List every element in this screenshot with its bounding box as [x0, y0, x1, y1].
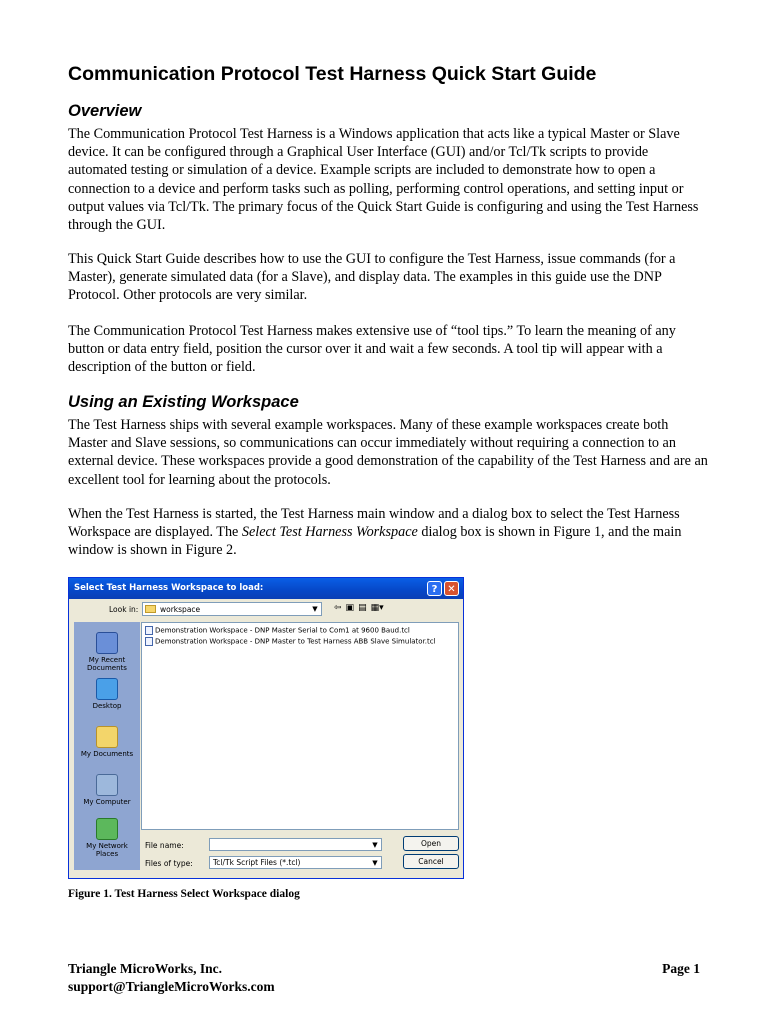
dialog-titlebar[interactable]: [69, 578, 463, 599]
footer-email: support@TriangleMicroWorks.com: [68, 979, 275, 994]
section-heading-existing-workspace: Using an Existing Workspace: [68, 393, 299, 411]
files-of-type-label: Files of type:: [145, 859, 193, 868]
dialog-name-emphasis: Select Test Harness Workspace: [241, 524, 418, 541]
view-menu-icon[interactable]: ▦▾: [370, 603, 384, 613]
place-label: My Documents: [80, 750, 134, 758]
place-my-network-places[interactable]: [74, 818, 140, 858]
file-list-item[interactable]: [145, 637, 436, 646]
help-button[interactable]: ?: [427, 581, 442, 596]
tcl-file-icon: [145, 637, 153, 646]
chevron-down-icon[interactable]: ▼: [372, 859, 378, 867]
close-button[interactable]: ✕: [444, 581, 459, 596]
look-in-dropdown[interactable]: [142, 602, 322, 616]
workspace-paragraph-2: [68, 505, 708, 560]
chevron-down-icon[interactable]: ▼: [372, 841, 378, 849]
file-name-label: File name:: [145, 841, 184, 850]
folder-icon: [145, 605, 156, 613]
up-folder-icon[interactable]: ▣: [345, 603, 355, 613]
file-list[interactable]: [141, 622, 459, 830]
workspace-paragraph-1: The Test Harness ships with several example workspaces. Many of these example workspaces create both Master and Slave sessions, so communications can occur immediately without requiring a connection to an external device. These workspaces provide a good demonstration of the capability of the Test Harness and are an excellent tool for learning about the protocols.: [68, 417, 708, 488]
recent-documents-icon: [96, 632, 118, 654]
place-my-recent-documents[interactable]: [74, 632, 140, 672]
overview-paragraph-3: The Communication Protocol Test Harness makes extensive use of “tool tips.” To learn the meaning of any button or data entry field, position the cursor over it and wait a few seconds. A tool tip will appear with a description of the button or field.: [68, 323, 676, 376]
place-label: My Network Places: [86, 842, 128, 858]
my-computer-icon: [96, 774, 118, 796]
look-in-label: Look in:: [109, 605, 139, 614]
new-folder-icon[interactable]: ▤: [358, 603, 367, 613]
overview-paragraph-1: The Communication Protocol Test Harness is a Windows application that acts like a typical Master or Slave device. It can be configured through a Graphical User Interface (GUI) and/or Tcl/Tk scripts to provide automated testing or simulation of a device. Example scripts are included to demonstrate how to open a connection to a device and perform tasks such as polling, performing control operations, and setting input or output values via Tcl/Tk. The primary focus of the Quick Start Guide is configuring and using the Test Harness through the GUI.: [68, 126, 699, 234]
look-in-value: workspace: [160, 605, 201, 614]
file-name: Demonstration Workspace - DNP Master to Test Harness ABB Slave Simulator.tcl: [155, 637, 436, 646]
file-list-item[interactable]: [145, 626, 410, 635]
open-button[interactable]: Open: [403, 836, 459, 851]
page-title: Communication Protocol Test Harness Quick Start Guide: [68, 63, 597, 85]
place-my-documents[interactable]: [74, 726, 140, 758]
network-places-icon: [96, 818, 118, 840]
select-workspace-dialog: [68, 577, 464, 879]
chevron-down-icon[interactable]: ▼: [312, 605, 318, 613]
dialog-title: Select Test Harness Workspace to load:: [74, 583, 264, 593]
place-label: Desktop: [92, 702, 122, 710]
paragraph-text: dialog box is shown in Figure 1, and the main window is shown in Figure 2.: [68, 524, 682, 559]
section-heading-overview: Overview: [68, 102, 142, 120]
place-desktop[interactable]: [74, 678, 140, 710]
back-arrow-icon[interactable]: ⇦: [334, 603, 342, 613]
files-of-type-select[interactable]: [209, 856, 382, 869]
tcl-file-icon: [145, 626, 153, 635]
my-documents-icon: [96, 726, 118, 748]
footer-page-number: Page 1: [662, 961, 700, 976]
place-label: My Computer: [83, 798, 131, 806]
places-bar: [74, 622, 140, 870]
desktop-icon: [96, 678, 118, 700]
overview-paragraph-2: This Quick Start Guide describes how to use the GUI to configure the Test Harness, issue commands (for a Master), generate simulated data (for a Slave), and display data. The examples in this guide use the DNP Protocol. Other protocols are very similar.: [68, 251, 676, 304]
footer-company: Triangle MicroWorks, Inc.: [68, 961, 222, 976]
cancel-button[interactable]: Cancel: [403, 854, 459, 869]
files-of-type-value: Tcl/Tk Script Files (*.tcl): [213, 858, 301, 867]
figure-caption: Figure 1. Test Harness Select Workspace dialog: [68, 888, 300, 900]
place-label: My Recent Documents: [87, 656, 127, 672]
toolbar-nav: [334, 603, 404, 616]
file-name-field[interactable]: [209, 838, 382, 851]
place-my-computer[interactable]: [74, 774, 140, 806]
file-name: Demonstration Workspace - DNP Master Serial to Com1 at 9600 Baud.tcl: [155, 626, 410, 635]
page-footer: [68, 960, 700, 996]
paragraph-text: When the Test Harness is started, the Test Harness main window and a dialog box to select the Test Harness Workspace are displayed. The: [68, 506, 680, 541]
